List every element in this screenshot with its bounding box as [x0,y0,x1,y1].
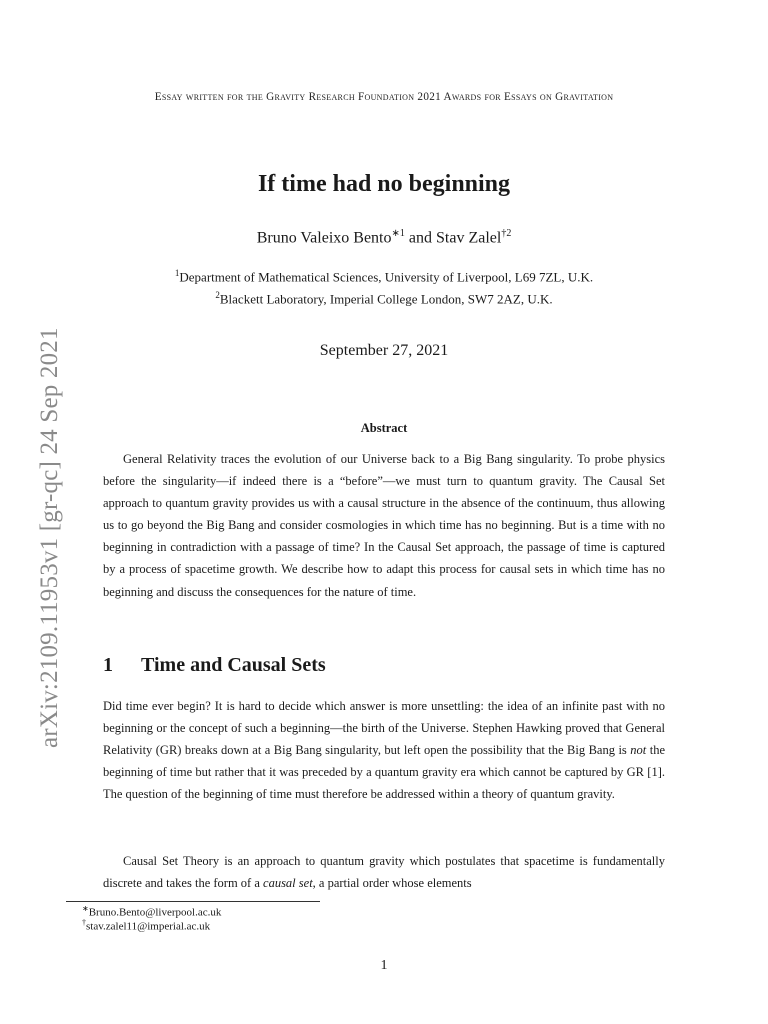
footnote-mark: † [82,918,86,927]
footnote-mark: ∗ [82,904,89,913]
affiliation-2 [0,290,768,307]
author-name: Bruno Valeixo Bento [256,229,392,247]
paragraph-text: , a partial order whose elements [312,876,472,890]
author-list [0,228,768,247]
affiliation-1 [0,268,768,285]
paragraph-text: Did time ever begin? It is hard to decide which answer is more unsettling: the idea of an infinite past with no beginning or the concept of such a beginning—the birth of the Universe. Stephen Hawking proved that General Relativity (GR) breaks down at a Big Bang singularity, but left open the possibility that the Big Bang is [103,699,665,757]
footnote-1 [82,904,221,919]
author-mark: †2 [501,228,512,239]
section-number: 1 [103,654,113,676]
body-paragraph-2 [103,850,665,894]
abstract-text: General Relativity traces the evolution of our Universe back to a Big Bang singularity. To probe physics before the singularity—if indeed there is a “before”—we must turn to quantum gravity. The Causal Set approach to quantum gravity provides us with a causal structure in the absence of the continuum, thus allowing us to go beyond the Big Bang and consider cosmologies in which time has no beginning. But is a time with no beginning in contradiction with a passage of time? In the Causal Set approach, the passage of time is captured by a process of spacetime growth. We describe how to adapt this process for causal sets in which time has no beginning and discuss the consequences for the nature of time. [103,452,665,599]
affiliation-text: Blackett Laboratory, Imperial College London, SW7 2AZ, U.K. [219,291,553,307]
paragraph-text: the beginning of time but rather that it was preceded by a quantum gravity era which cannot be captured by GR [1]. The question of the beginning of time must therefore be addressed within a theory of quantum gravity. [103,743,665,801]
affiliation-mark: 1 [174,268,180,278]
section-heading [103,654,326,677]
emphasis-text: not [630,743,647,757]
paragraph-text: Causal Set Theory is an approach to quantum gravity which postulates that spacetime is fundamentally discrete and takes the form of a [103,854,665,890]
paper-title: If time had no beginning [257,171,511,197]
footnote-email[interactable]: Bruno.Bento@liverpool.ac.uk [88,906,222,919]
author-mark: ∗1 [391,228,405,239]
emphasis-text: causal set [263,876,313,890]
footnote-2 [82,918,210,933]
author-name: Stav Zalel [436,229,502,247]
author-joiner: and [404,229,436,247]
footnote-email[interactable]: stav.zalel11@imperial.ac.uk [86,920,211,933]
section-title: Time and Causal Sets [141,654,326,676]
body-paragraph-1 [103,695,665,805]
abstract-heading: Abstract [360,421,408,435]
page-number: 1 [380,958,388,973]
footnote-rule [66,901,320,902]
essay-header-note: Essay written for the Gravity Research Foundation 2021 Awards for Essays on Gravitation [154,91,614,103]
affiliation-text: Department of Mathematical Sciences, University of Liverpool, L69 7ZL, U.K. [179,269,594,285]
arxiv-sidebar-stamp: arXiv:2109.11953v1 [gr-qc] 24 Sep 2021 [36,327,63,748]
affiliation-mark: 2 [215,290,220,300]
paper-date: September 27, 2021 [319,342,449,359]
